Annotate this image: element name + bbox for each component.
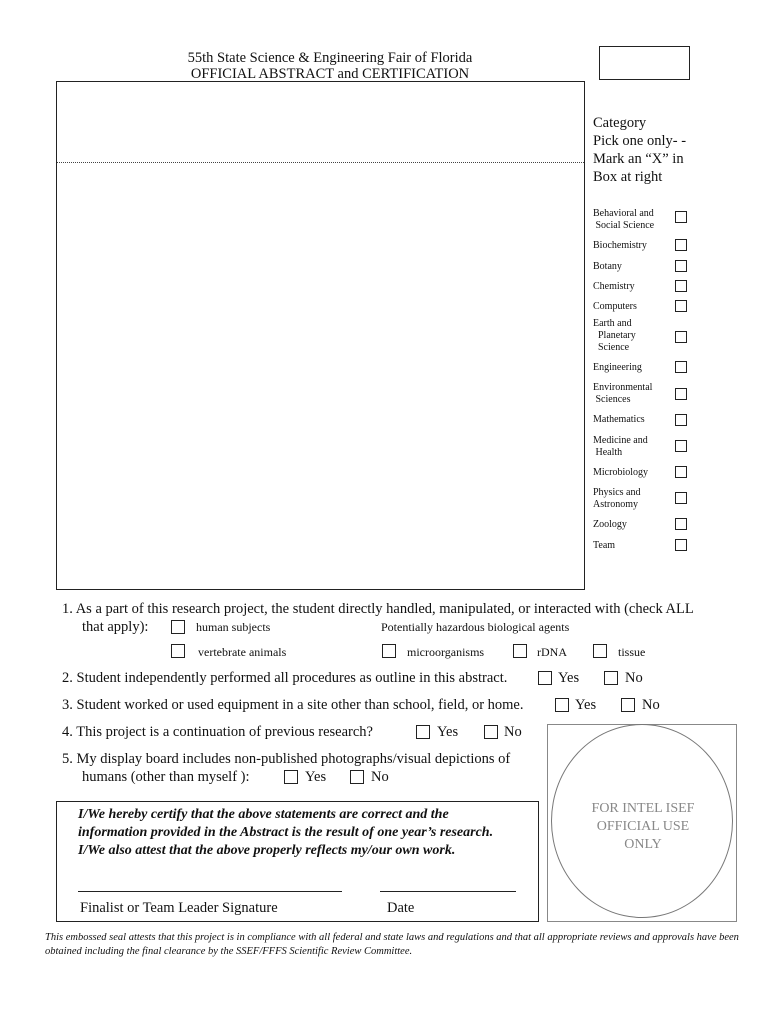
category-label-line: Behavioral and xyxy=(593,208,654,219)
certification-line: I/We hereby certify that the above statements are correct and the xyxy=(78,807,449,822)
category-checkbox-physics[interactable] xyxy=(675,492,687,504)
category-label-computers xyxy=(593,301,671,313)
category-label-earth xyxy=(593,318,671,354)
official-use-line: ONLY xyxy=(624,837,662,852)
question-4-text: 4. This project is a continuation of previous research? xyxy=(62,724,373,740)
official-use-text xyxy=(580,800,706,854)
category-checkbox-environmental[interactable] xyxy=(675,388,687,400)
category-label-line: Mathematics xyxy=(593,414,645,425)
signature-label: Finalist or Team Leader Signature xyxy=(80,900,278,916)
category-checkbox-team[interactable] xyxy=(675,539,687,551)
category-checkbox-microbiology[interactable] xyxy=(675,466,687,478)
checkbox-vertebrate-animals[interactable] xyxy=(171,644,185,658)
label-q2-yes: Yes xyxy=(558,670,580,686)
category-label-microbiology xyxy=(593,467,671,479)
form-title: 55th State Science & Engineering Fair of Florida xyxy=(187,50,473,66)
category-label-medicine xyxy=(593,435,671,459)
category-checkbox-mathematics[interactable] xyxy=(675,414,687,426)
label-rdna: rDNA xyxy=(537,645,567,659)
category-label-line: Biochemistry xyxy=(593,240,647,251)
label-microorganisms: microorganisms xyxy=(407,645,485,659)
category-checkbox-zoology[interactable] xyxy=(675,518,687,530)
label-q3-yes: Yes xyxy=(575,697,597,713)
label-q3-no: No xyxy=(642,697,660,713)
category-label-line: Team xyxy=(593,540,616,551)
category-label-line: Microbiology xyxy=(593,467,648,478)
category-label-behavioral xyxy=(593,208,671,232)
category-checkbox-earth[interactable] xyxy=(675,331,687,343)
signature-line[interactable] xyxy=(78,891,342,892)
category-heading-line: Mark an “X” in xyxy=(593,151,684,167)
category-heading-line: Category xyxy=(593,115,647,131)
checkbox-q4-no[interactable] xyxy=(484,725,498,739)
certification-line: I/We also attest that the above properly reflects my/our own work. xyxy=(78,843,456,858)
category-checkbox-botany[interactable] xyxy=(675,260,687,272)
category-label-physics xyxy=(593,487,671,511)
title-divider xyxy=(57,162,584,163)
category-heading-line: Box at right xyxy=(593,169,663,185)
category-label-team xyxy=(593,540,671,552)
question-5-text-cont: humans (other than myself ): xyxy=(82,769,250,785)
category-checkbox-chemistry[interactable] xyxy=(675,280,687,292)
label-hazardous-agents: Potentially hazardous biological agents xyxy=(381,620,570,634)
category-label-line: Health xyxy=(593,447,623,458)
category-label-line: Physics and xyxy=(593,487,641,498)
category-label-line: Sciences xyxy=(593,394,631,405)
label-tissue: tissue xyxy=(618,645,646,659)
label-q4-yes: Yes xyxy=(437,724,459,740)
checkbox-q5-no[interactable] xyxy=(350,770,364,784)
category-label-line: Botany xyxy=(593,261,622,272)
category-label-environmental xyxy=(593,382,671,406)
category-checkbox-computers[interactable] xyxy=(675,300,687,312)
category-label-botany xyxy=(593,261,671,273)
category-label-line: Environmental xyxy=(593,382,653,393)
date-label: Date xyxy=(387,900,415,916)
checkbox-q3-no[interactable] xyxy=(621,698,635,712)
category-label-line: Astronomy xyxy=(593,499,638,510)
category-checkbox-engineering[interactable] xyxy=(675,361,687,373)
category-checkbox-behavioral[interactable] xyxy=(675,211,687,223)
category-label-line: Zoology xyxy=(593,519,627,530)
category-label-line: Science xyxy=(593,342,630,353)
checkbox-human-subjects[interactable] xyxy=(171,620,185,634)
category-label-mathematics xyxy=(593,414,671,426)
category-heading-line: Pick one only- - xyxy=(593,133,687,149)
checkbox-q3-yes[interactable] xyxy=(555,698,569,712)
category-checkbox-medicine[interactable] xyxy=(675,440,687,452)
question-2-text: 2. Student independently performed all procedures as outline in this abstract. xyxy=(62,670,508,686)
label-human-subjects: human subjects xyxy=(196,620,271,634)
checkbox-tissue[interactable] xyxy=(593,644,607,658)
form-subtitle: OFFICIAL ABSTRACT and CERTIFICATION xyxy=(190,66,470,82)
category-label-line: Planetary xyxy=(593,330,636,341)
checkbox-rdna[interactable] xyxy=(513,644,527,658)
label-q5-no: No xyxy=(371,769,389,785)
category-heading xyxy=(593,114,743,186)
question-3-text: 3. Student worked or used equipment in a site other than school, field, or home. xyxy=(62,697,524,713)
certification-line: information provided in the Abstract is the result of one year’s research. xyxy=(78,825,494,840)
question-1-text: 1. As a part of this research project, the student directly handled, manipulated, or interacted with (check ALL xyxy=(62,601,694,617)
abstract-box[interactable] xyxy=(56,81,585,590)
date-line[interactable] xyxy=(380,891,516,892)
category-label-biochemistry xyxy=(593,240,671,252)
id-number-box[interactable] xyxy=(599,46,690,80)
official-use-line: OFFICIAL USE xyxy=(596,819,690,834)
footer-note: This embossed seal attests that this project is in compliance with all federal and state laws and regulations and that all appropriate reviews and approvals have been obtained including the final clearance by the SSEF/FFFS Scientific Review Committee. xyxy=(45,932,739,957)
checkbox-q2-yes[interactable] xyxy=(538,671,552,685)
category-label-line: Social Science xyxy=(593,220,655,231)
label-vertebrate-animals: vertebrate animals xyxy=(198,645,287,659)
category-label-engineering xyxy=(593,362,671,374)
category-label-line: Computers xyxy=(593,301,637,312)
certification-statement xyxy=(78,806,538,860)
checkbox-microorganisms[interactable] xyxy=(382,644,396,658)
checkbox-q4-yes[interactable] xyxy=(416,725,430,739)
checkbox-q5-yes[interactable] xyxy=(284,770,298,784)
category-label-zoology xyxy=(593,519,671,531)
label-q4-no: No xyxy=(504,724,522,740)
category-label-line: Chemistry xyxy=(593,281,635,292)
label-q5-yes: Yes xyxy=(305,769,327,785)
label-q2-no: No xyxy=(625,670,643,686)
category-checkbox-biochemistry[interactable] xyxy=(675,239,687,251)
category-label-line: Engineering xyxy=(593,362,642,373)
category-label-line: Earth and xyxy=(593,318,632,329)
category-label-chemistry xyxy=(593,281,671,293)
question-5-text: 5. My display board includes non-published photographs/visual depictions of xyxy=(62,751,511,767)
category-label-line: Medicine and xyxy=(593,435,648,446)
question-1-text-cont: that apply): xyxy=(82,619,149,635)
checkbox-q2-no[interactable] xyxy=(604,671,618,685)
official-use-line: FOR INTEL ISEF xyxy=(591,801,695,816)
